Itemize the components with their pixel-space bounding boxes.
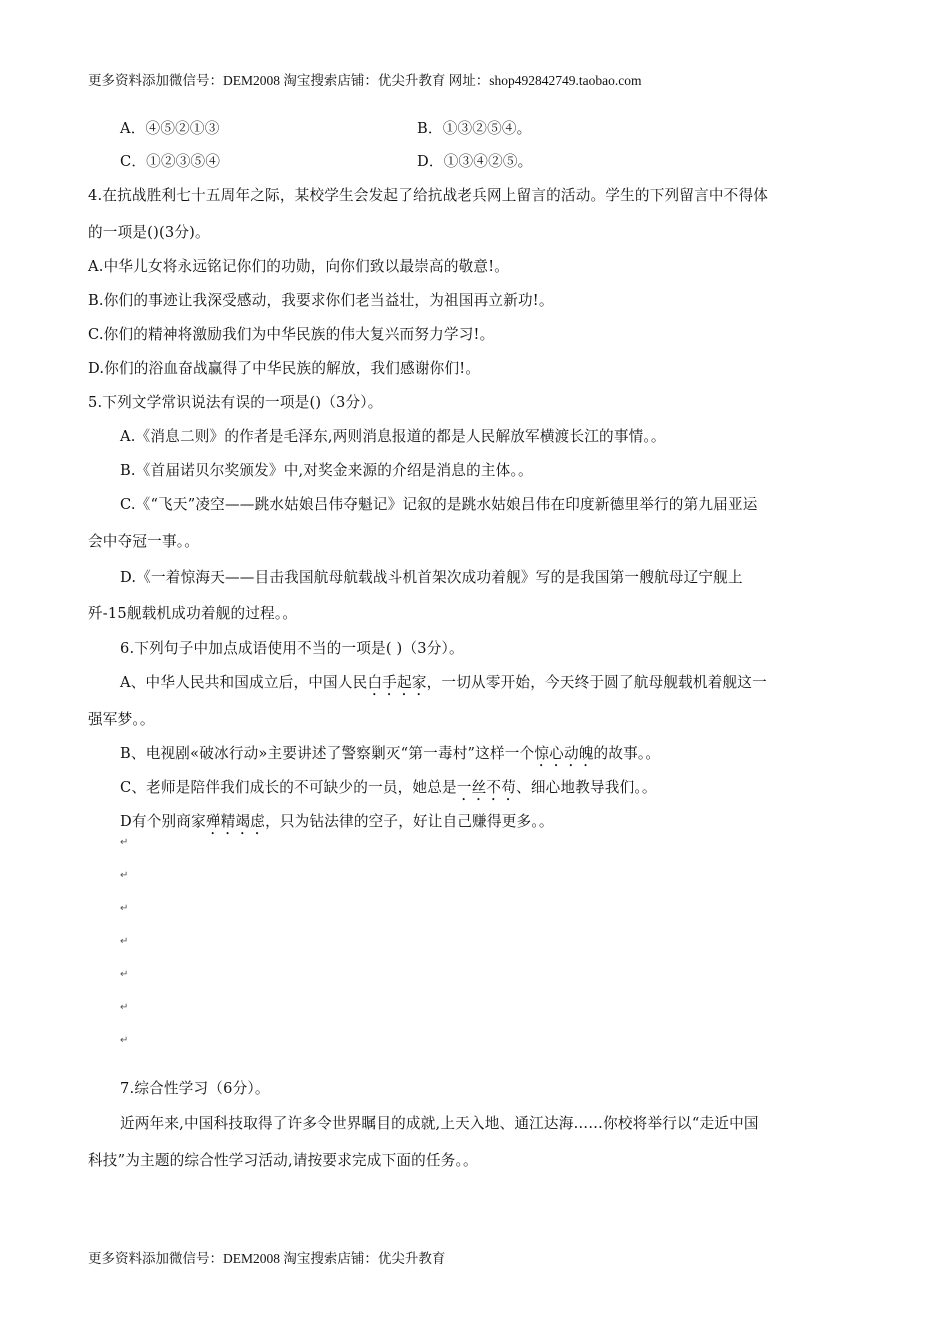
q3-option-c: C．①②③⑤④ xyxy=(120,153,221,170)
q4-option-c: C.你们的精神将激励我们为中华民族的伟大复兴而努力学习!。 xyxy=(88,326,495,343)
q6-option-d-post: ，只为钻法律的空子，好让自己赚得更多。。 xyxy=(265,813,554,830)
q6-option-a-line1 xyxy=(120,671,767,699)
q6-option-b-post: 的故事。。 xyxy=(593,745,661,762)
paragraph-mark: ↵ xyxy=(120,969,129,980)
q5-option-d-line1: D.《一着惊海天——目击我国航母航载战斗机首架次成功着舰》写的是我国第一艘航母辽宁舰上 xyxy=(120,569,743,586)
q7-stem: 7.综合性学习（6分）。 xyxy=(120,1080,270,1097)
paragraph-mark: ↵ xyxy=(120,870,129,881)
paragraph-mark: ↵ xyxy=(120,1035,129,1046)
q6-option-d xyxy=(120,810,554,838)
paragraph-mark: ↵ xyxy=(120,936,129,947)
q4-option-d: D.你们的浴血奋战赢得了中华民族的解放，我们感谢你们!。 xyxy=(88,360,481,377)
q6-option-a-pre: A、中华人民共和国成立后，中国人民 xyxy=(120,674,368,691)
q6-stem: 6.下列句子中加点成语使用不当的一项是( )（3分）。 xyxy=(120,640,464,657)
q3-option-b: B．①③②⑤④。 xyxy=(417,120,532,137)
q7-paragraph-line2: 科技”为主题的综合性学习活动,请按要求完成下面的任务。。 xyxy=(88,1152,478,1169)
q6-option-a-line2: 强军梦。。 xyxy=(88,711,155,728)
q6-option-c-post: 、细心地教导我们。。 xyxy=(516,779,657,796)
q4-stem-line2: 的一项是()(3分)。 xyxy=(88,224,210,241)
q6-option-b xyxy=(120,742,660,770)
q5-option-c-line2: 会中夺冠一事。。 xyxy=(88,533,200,550)
q6-option-b-idiom: 惊心动魄 xyxy=(534,745,594,762)
q4-stem-line1: 4.在抗战胜利七十五周年之际，某校学生会发起了给抗战老兵网上留言的活动。学生的下列留言中不得体 xyxy=(88,187,769,204)
q4-option-a: A.中华儿女将永远铭记你们的功勋，向你们致以最崇高的敬意!。 xyxy=(88,258,510,275)
q4-option-b: B.你们的事迹让我深受感动，我要求你们老当益壮，为祖国再立新功!。 xyxy=(88,292,554,309)
page-footer: 更多资料添加微信号：DEM2008 淘宝搜索店铺：优尖升教育 xyxy=(88,1251,446,1266)
paragraph-mark: ↵ xyxy=(120,903,129,914)
q6-option-b-pre: B、电视剧«破冰行动»主要讲述了警察剿灭“第一毒村”这样一个 xyxy=(120,745,535,762)
q6-option-a-post: ，一切从零开始，今天终于圆了航母舰载机着舰这一 xyxy=(426,674,767,691)
q6-option-d-pre: D有个别商家 xyxy=(120,813,206,830)
q6-option-c-pre: C、老师是陪伴我们成长的不可缺少的一员，她总是 xyxy=(120,779,457,796)
q6-option-c-idiom: 一丝不苟 xyxy=(456,779,517,796)
q5-option-b: B.《首届诺贝尔奖颁发》中,对奖金来源的介绍是消息的主体。。 xyxy=(120,462,533,479)
q3-option-a: A．④⑤②①③ xyxy=(120,120,220,137)
q6-option-a-idiom: 白手起家 xyxy=(367,674,427,691)
q5-stem: 5.下列文学常识说法有误的一项是()（3分）。 xyxy=(88,394,383,411)
paragraph-mark: ↵ xyxy=(120,837,129,848)
q7-paragraph-line1: 近两年来,中国科技取得了许多令世界瞩目的成就,上天入地、通江达海……你校将举行以“走近中国 xyxy=(120,1115,759,1132)
q5-option-a: A.《消息二则》的作者是毛泽东,两则消息报道的都是人民解放军横渡长江的事情。。 xyxy=(120,428,666,445)
q5-option-d-line2: 歼-15舰载机成功着舰的过程。。 xyxy=(88,605,298,622)
q5-option-c-line1: C.《“飞天”凌空——跳水姑娘吕伟夺魁记》记叙的是跳水姑娘吕伟在印度新德里举行的第九届亚运 xyxy=(120,496,758,513)
paragraph-mark: ↵ xyxy=(120,1002,129,1013)
q3-option-d: D．①③④②⑤。 xyxy=(417,153,533,170)
q6-option-d-idiom: 殚精竭虑 xyxy=(205,813,266,830)
q6-option-c xyxy=(120,776,657,804)
page-header: 更多资料添加微信号：DEM2008 淘宝搜索店铺：优尖升教育 网址：shop492842749.taobao.com xyxy=(88,73,642,88)
